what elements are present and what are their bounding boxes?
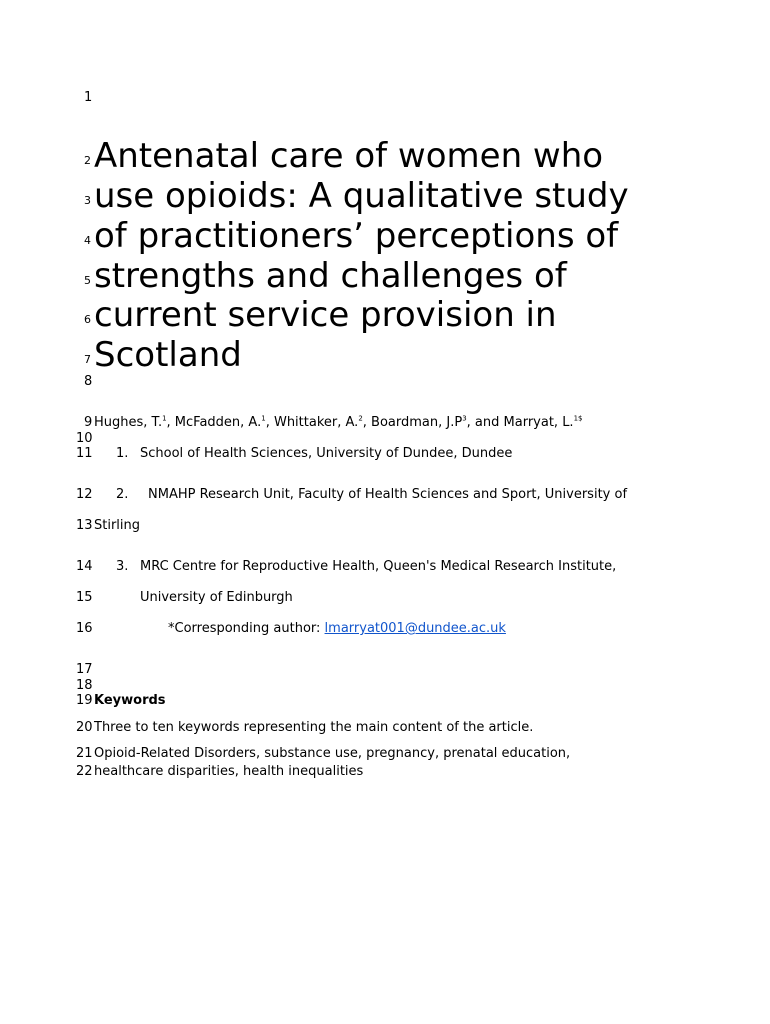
affiliation-marker: 1$ <box>573 414 583 423</box>
title-line: current service provision in <box>94 295 557 335</box>
keywords-list: healthcare disparities, health inequalities <box>94 764 364 779</box>
keywords-heading: Keywords <box>94 693 166 708</box>
line-number: 10 <box>76 431 93 446</box>
affiliation-marker: 3 <box>462 414 467 423</box>
title-line: Scotland <box>94 335 242 375</box>
author-name: Hughes, T. <box>94 415 163 430</box>
line-number: 19 <box>76 693 93 708</box>
line-number: 1 <box>84 90 93 105</box>
affiliation-text: University of Edinburgh <box>140 590 293 605</box>
line-number: 22 <box>76 764 93 779</box>
affiliation-marker: 1 <box>261 414 266 423</box>
line-number: 6 <box>84 313 91 326</box>
line-number: 16 <box>76 621 93 636</box>
affiliation-text: School of Health Sciences, University of Dundee, Dundee <box>140 446 513 461</box>
line-number: 8 <box>84 374 93 389</box>
affiliation-marker: 1 <box>162 414 167 423</box>
author-name: , Whittaker, A. <box>265 415 359 430</box>
author-name: , and Marryat, L. <box>466 415 574 430</box>
affiliation-text: NMAHP Research Unit, Faculty of Health Sciences and Sport, University of <box>148 487 628 502</box>
line-number: 4 <box>84 234 91 247</box>
line-number: 20 <box>76 720 93 735</box>
affiliation-marker: 2 <box>358 414 363 423</box>
affiliation-number: 1. <box>116 446 129 461</box>
email-link[interactable]: lmarryat001@dundee.ac.uk <box>324 621 506 636</box>
affiliation-number: 2. <box>116 487 129 502</box>
affiliation-text: Stirling <box>94 518 141 533</box>
line-number: 14 <box>76 559 93 574</box>
line-number: 15 <box>76 590 93 605</box>
title-line: of practitioners’ perceptions of <box>94 216 619 256</box>
keywords-list: Opioid-Related Disorders, substance use, pregnancy, prenatal education, <box>94 746 571 761</box>
affiliation-text: MRC Centre for Reproductive Health, Queen's Medical Research Institute, <box>140 559 617 574</box>
line-number: 18 <box>76 678 93 693</box>
author-name: , Boardman, J.P <box>362 415 463 430</box>
line-number: 21 <box>76 746 93 761</box>
line-number: 5 <box>84 274 91 287</box>
line-number: 7 <box>84 353 91 366</box>
affiliation-number: 3. <box>116 559 129 574</box>
corresponding-author <box>168 621 506 636</box>
author-list <box>94 415 583 430</box>
line-number: 9 <box>84 415 93 430</box>
line-number: 3 <box>84 194 91 207</box>
title-line: strengths and challenges of <box>94 256 567 296</box>
title-line: Antenatal care of women who <box>94 136 604 176</box>
author-name: , McFadden, A. <box>166 415 262 430</box>
line-number: 13 <box>76 518 93 533</box>
line-number: 11 <box>76 446 93 461</box>
line-number: 17 <box>76 662 93 677</box>
line-number: 12 <box>76 487 93 502</box>
line-number: 2 <box>84 154 91 167</box>
title-line: use opioids: A qualitative study <box>94 176 629 216</box>
corresponding-label: *Corresponding author: <box>168 621 325 636</box>
keywords-instruction: Three to ten keywords representing the main content of the article. <box>94 720 534 735</box>
